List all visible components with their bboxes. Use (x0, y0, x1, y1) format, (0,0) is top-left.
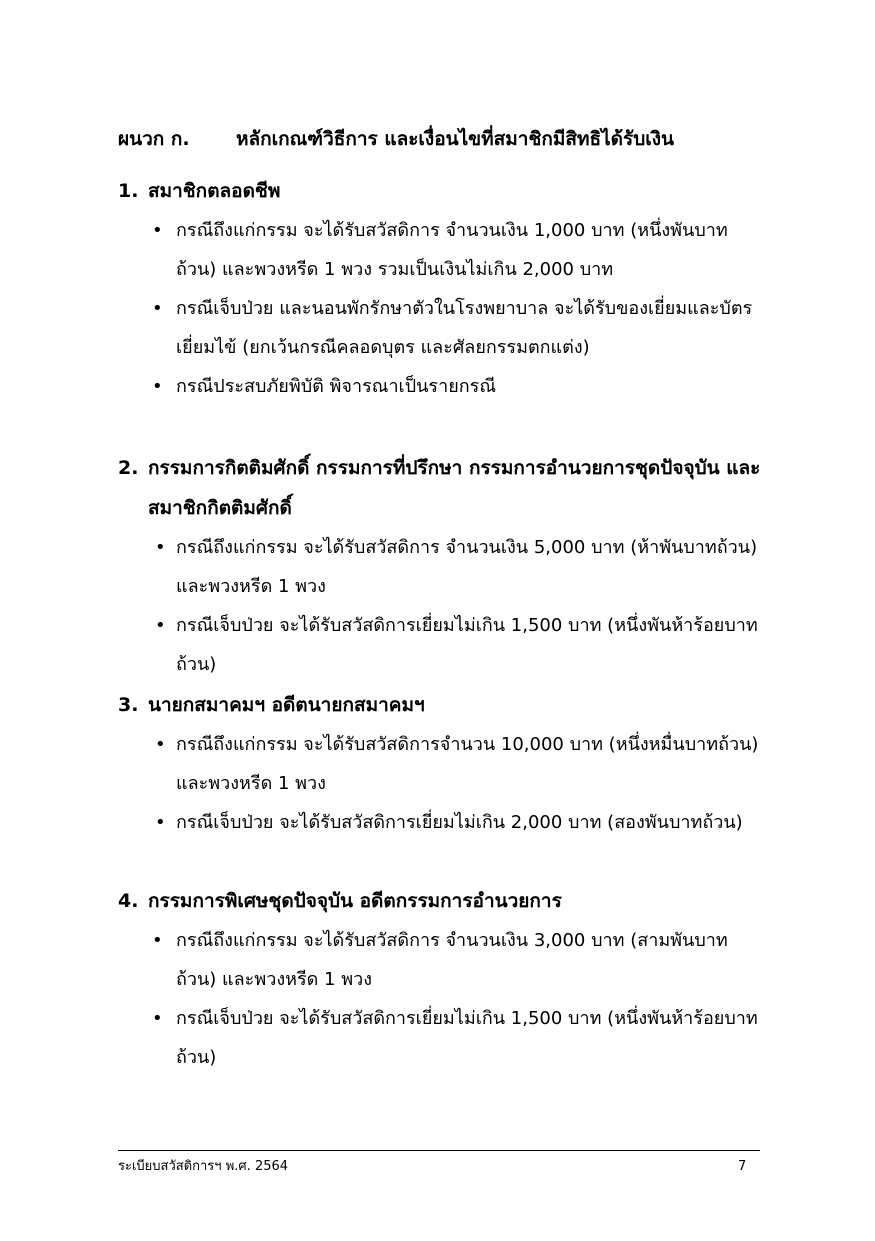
section-lifetime-members (118, 171, 768, 406)
bullet-icon: • (152, 298, 163, 319)
list-item-text: กรณีเจ็บป่วย จะได้รับสวัสดิการเยี่ยมไม่เกิน 1,500 บาท (หนึ่งพันห้าร้อยบาทถ้วน) (176, 615, 758, 675)
list-item (118, 367, 768, 406)
bullet-icon: • (155, 615, 166, 636)
section-number: 3. (118, 694, 139, 716)
footer-divider (118, 1150, 760, 1151)
list-item (118, 999, 768, 1077)
section-honorary-committee (118, 448, 768, 684)
section-title: นายกสมาคมฯ อดีตนายกสมาคมฯ (148, 694, 425, 716)
bullet-icon: • (152, 1008, 163, 1029)
section-heading (118, 448, 768, 528)
bullet-icon: • (155, 812, 166, 833)
list-item-text: กรณีเจ็บป่วย และนอนพักรักษาตัวในโรงพยาบาล จะได้รับของเยี่ยมและบัตรเยี่ยมไข้ (ยกเว้นกรณีคลอดบุตร และศัลยกรรมตกแต่ง) (176, 298, 753, 358)
list-item (118, 606, 768, 684)
section-number: 1. (118, 180, 139, 202)
appendix-label: ผนวก ก. (118, 128, 190, 150)
section-title: สมาชิกตลอดชีพ (148, 180, 281, 202)
bullet-icon: • (155, 734, 166, 755)
section-number: 2. (118, 457, 139, 479)
footer-document-title: ระเบียบสวัสดิการฯ พ.ศ. 2564 (118, 1159, 289, 1174)
section-number: 4. (118, 890, 139, 912)
list-item-text: กรณีถึงแก่กรรม จะได้รับสวัสดิการจำนวน 10,000 บาท (หนึ่งหมื่นบาทถ้วน) และพวงหรีด 1 พวง (176, 734, 759, 794)
list-item (118, 289, 768, 367)
section-title: กรรมการพิเศษชุดปัจจุบัน อดีตกรรมการอำนวยการ (148, 890, 562, 912)
list-item-text: กรณีถึงแก่กรรม จะได้รับสวัสดิการ จำนวนเงิน 3,000 บาท (สามพันบาทถ้วน) และพวงหรีด 1 พวง (176, 930, 728, 990)
appendix-title (118, 124, 778, 154)
bullet-icon: • (152, 376, 163, 397)
section-heading (118, 171, 768, 211)
section-association-president (118, 685, 768, 842)
list-item (118, 803, 768, 842)
bullet-icon: • (155, 537, 166, 558)
section-heading (118, 881, 768, 921)
appendix-heading: หลักเกณฑ์วิธีการ และเงื่อนไขที่สมาชิกมีสิทธิได้รับเงิน (236, 128, 675, 150)
bullet-icon: • (152, 930, 163, 951)
bullet-list (118, 921, 768, 1077)
list-item (118, 528, 768, 606)
bullet-list (118, 211, 768, 406)
list-item (118, 725, 768, 803)
list-item (118, 921, 768, 999)
section-heading (118, 685, 768, 725)
list-item-text: กรณีประสบภัยพิบัติ พิจารณาเป็นรายกรณี (176, 376, 497, 397)
bullet-icon: • (152, 220, 163, 241)
section-title: กรรมการกิตติมศักดิ์ กรรมการที่ปรึกษา กรรมการอำนวยการชุดปัจจุบัน และสมาชิกกิตติมศักดิ์ (148, 457, 761, 519)
list-item-text: กรณีถึงแก่กรรม จะได้รับสวัสดิการ จำนวนเงิน 5,000 บาท (ห้าพันบาทถ้วน) และพวงหรีด 1 พวง (176, 537, 758, 597)
page-number: 7 (738, 1159, 747, 1174)
list-item-text: กรณีเจ็บป่วย จะได้รับสวัสดิการเยี่ยมไม่เกิน 1,500 บาท (หนึ่งพันห้าร้อยบาทถ้วน) (176, 1008, 758, 1068)
list-item-text: กรณีถึงแก่กรรม จะได้รับสวัสดิการ จำนวนเงิน 1,000 บาท (หนึ่งพันบาทถ้วน) และพวงหรีด 1 พวง รวมเป็นเงินไม่เกิน 2,000 บาท (176, 220, 728, 280)
section-special-committee (118, 881, 768, 1077)
bullet-list (118, 528, 768, 684)
list-item-text: กรณีเจ็บป่วย จะได้รับสวัสดิการเยี่ยมไม่เกิน 2,000 บาท (สองพันบาทถ้วน) (176, 812, 743, 833)
bullet-list (118, 725, 768, 842)
list-item (118, 211, 768, 289)
